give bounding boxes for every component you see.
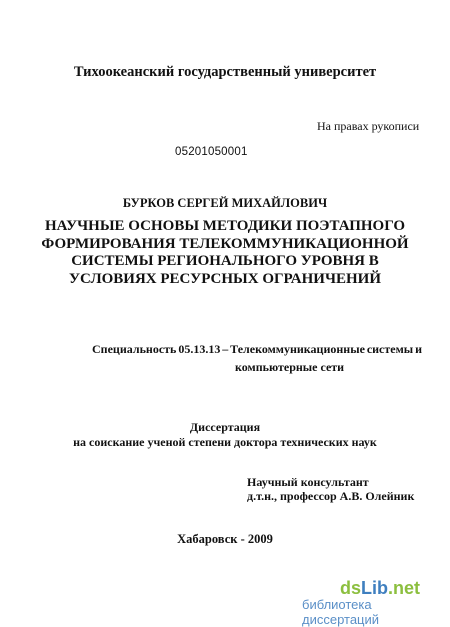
city-year: Хабаровск - 2009 xyxy=(177,532,273,546)
degree-line: на соискание ученой степени доктора технических наук xyxy=(73,435,377,449)
dissertation-title xyxy=(0,218,450,288)
specialty-line-2: компьютерные сети xyxy=(235,360,345,374)
specialty-dash: – xyxy=(222,342,229,356)
specialty-code: 05.13.13 xyxy=(178,342,221,356)
document-type: Диссертация xyxy=(189,420,261,434)
title-line: ФОРМИРОВАНИЯ ТЕЛЕКОММУНИКАЦИОННОЙ xyxy=(41,235,409,252)
document-code: 05201050001 xyxy=(175,146,248,158)
author-name: БУРКОВ СЕРГЕЙ МИХАЙЛОВИЧ xyxy=(122,196,328,210)
specialty-line xyxy=(92,342,422,357)
watermark-subtitle: библиотека диссертаций xyxy=(302,597,380,627)
dslib-watermark-logo xyxy=(340,579,420,599)
specialty-word: системы xyxy=(366,342,414,356)
specialty-word: Телекоммуникационные xyxy=(230,342,365,356)
title-line: СИСТЕМЫ РЕГИОНАЛЬНОГО УРОВНЯ В xyxy=(71,253,379,269)
title-line: УСЛОВИЯХ РЕСУРСНЫХ ОГРАНИЧЕНИЙ xyxy=(68,270,381,287)
logo-text: dsLib.net xyxy=(340,578,421,598)
consultant-name: д.т.н., профессор А.В. Олейник xyxy=(247,489,415,503)
specialty-label: Специальность xyxy=(92,342,177,356)
title-line: НАУЧНЫЕ ОСНОВЫ МЕТОДИКИ ПОЭТАПНОГО xyxy=(44,218,406,234)
specialty-word: и xyxy=(415,342,422,356)
consultant-label: Научный консультант xyxy=(247,475,369,489)
manuscript-rights-note: На правах рукописи xyxy=(317,119,420,133)
university-name: Тихоокеанский государственный университет xyxy=(73,64,377,80)
